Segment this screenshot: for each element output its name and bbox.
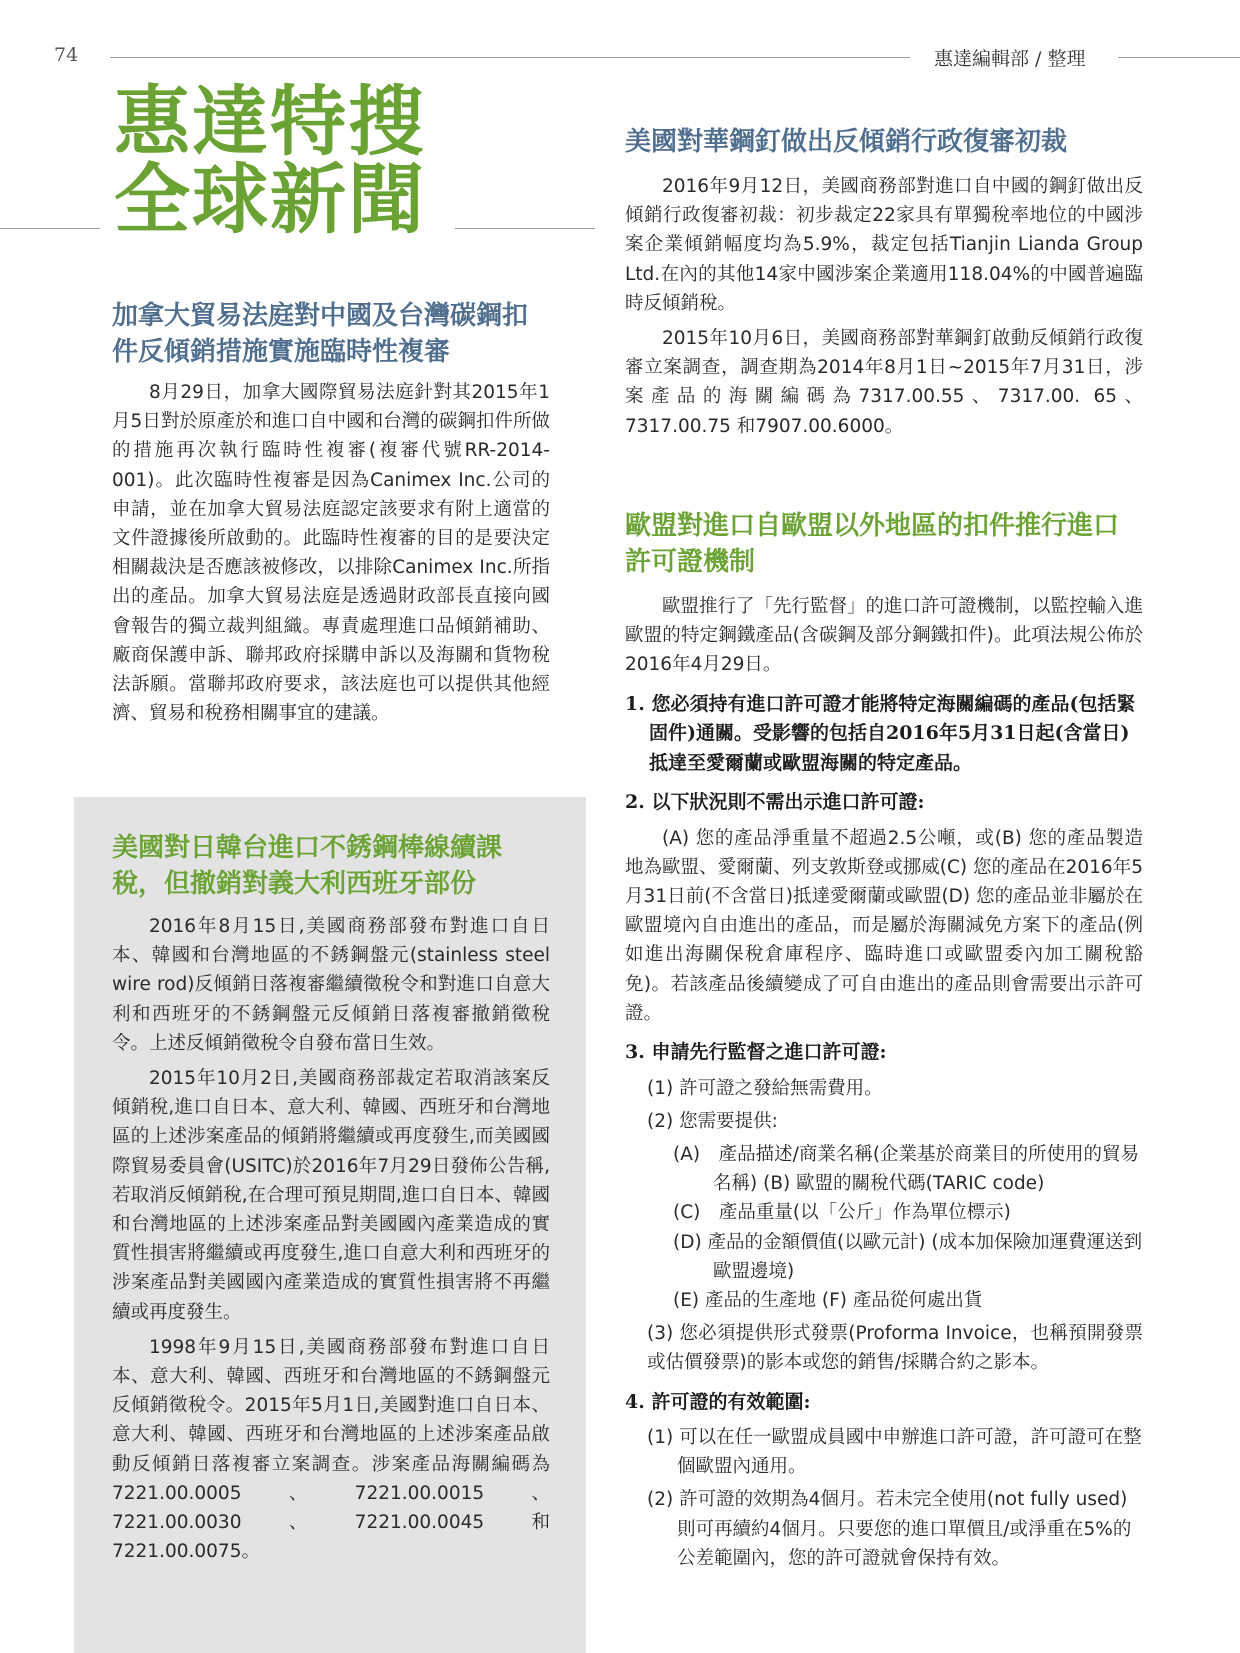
article-eu-license [625,508,1143,1577]
editor-credit: 惠達編輯部 / 整理 [934,48,1086,70]
header-rule-right [1118,57,1240,58]
article-paragraph: 8月29日，加拿大國際貿易法庭針對其2015年1月5日對於原產於和進口自中國和台灣的碳鋼扣件所做的措施再次執行臨時性複審(複審代號RR-2014-001)。此次臨時性複審是因為Canimex Inc.公司的申請，並在加拿大貿易法庭認定該要求有附上適當的文件證據後所啟動的。此臨時性複審的目的是要決定相關裁決是否應該被修改，以排除Canimex Inc.所指出的產品。加拿大貿易法庭是透過財政部長直接向國會報告的獨立裁判組織。專責處理進口品傾銷補助、廠商保護申訴、聯邦政府採購申訴以及海關和貨物稅法訴願。當聯邦政府要求，該法庭也可以提供其他經濟、貿易和稅務相關事宜的建議。 [112,382,550,725]
article-paragraph: 1998年9月15日,美國商務部發布對進口自日本、意大利、韓國、西班牙和台灣地區的不銹鋼盤元反傾銷徵稅令。2015年5月1日,美國對進口自日本、意大利、韓國、西班牙和台灣地區的上述涉案產品啟動反傾銷日落複審立案調查。涉案產品海關編碼為7221.00.0005、7221.00.0015、7221.00.0030、7221.00.0045和7221.00.0075。 [112,1336,550,1563]
sub-list-item: (C) 產品重量(以「公斤」作為單位標示) [673,1202,1011,1224]
article-paragraph: 2016年9月12日，美國商務部對進口自中國的鋼釘做出反傾銷行政復審初裁：初步裁定22家具有單獨稅率地位的中國涉案企業傾銷幅度均為5.9%，裁定包括Tianjin Lianda Group Ltd.在內的其他14家中國涉案企業適用118.04%的中國普遍臨時反傾銷稅。 [625,176,1143,314]
article-paragraph: (A) 您的產品淨重量不超過2.5公噸，或(B) 您的產品製造地為歐盟、愛爾蘭、列支敦斯登或挪威(C) 您的產品在2016年5月31日前(不含當日)抵達愛爾蘭或歐盟(D) 您的產品並非屬於在歐盟境內自由進出的產品，而是屬於海關減免方案下的產品(例如進出海關保稅倉庫程序、臨時進口或歐盟委內加工關稅豁免)。若該產品後續變成了可自由進出的產品則會需要出示許可證。 [625,827,1143,1024]
article-heading: 加拿大貿易法庭對中國及台灣碳鋼扣件反傾銷措施實施臨時性複審 [112,301,529,367]
article-paragraph: 2015年10月2日,美國商務部裁定若取消該案反傾銷稅,進口自日本、意大利、韓國、西班牙和台灣地區的上述涉案產品的傾銷將繼續或再度發生,而美國國際貿易委員會(USITC)於2016年7月29日發佈公告稱,若取消反傾銷稅,在合理可預見期間,進口自日本、韓國和台灣地區的上述涉案產品對美國國內產業造成的實質性損害將繼續或再度發生,進口自意大利和西班牙的涉案產品對美國國內產業造成的實質性損害將不再繼續或再度發生。 [112,1068,550,1323]
question-2: 2. 以下狀況則不需出示進口許可證: [625,791,925,814]
article-paragraph: 2016年8月15日,美國商務部發布對進口自日本、韓國和台灣地區的不銹鋼盤元(stainless steel wire rod)反傾銷日落複審繼續徵稅令和對進口自意大利和西班牙的不銹鋼盤元反傾銷日落複審撤銷徵稅令。上述反傾銷徵稅令自發布當日生效。 [112,916,550,1054]
sub-list-item: (D) 產品的金額價值(以歐元計) (成本加保險加運費運送到歐盟邊境) [673,1231,1143,1282]
masthead-line1: 惠達特搜 [114,77,426,166]
masthead-rule-left [0,228,100,229]
article-heading: 美國對日韓台進口不銹鋼棒線續課稅，但撤銷對義大利西班牙部份 [112,833,503,899]
article-us-stainless [112,830,550,1572]
list-item: (2) 您需要提供: [647,1110,778,1132]
page-number: 74 [54,44,79,66]
question-1: 1. 您必須持有進口許可證才能將特定海關編碼的產品(包括緊固件)通關。受影響的包括自2016年5月31日起(含當日)抵達至愛爾蘭或歐盟海關的特定產品。 [625,692,1136,774]
masthead-rule-right [455,228,595,229]
sub-list-item: (A) 產品描述/商業名稱(企業基於商業目的所使用的貿易名稱) (B) 歐盟的關稅代碼(TARIC code) [673,1143,1140,1195]
article-paragraph: 2015年10月6日，美國商務部對華鋼釘啟動反傾銷行政復審立案調查，調查期為2014年8月1日~2015年7月31日，涉案產品的海關編碼為7317.00.55、7317.00. 65、7317.00.75 和7907.00.6000。 [625,328,1143,437]
sub-list-item: (E) 產品的生產地 (F) 產品從何處出貨 [673,1289,983,1311]
list-item: (2) 許可證的效期為4個月。若未完全使用(not fully used)則可再續約4個月。只要您的進口單價且/或淨重在5%的公差範圍內，您的許可證就會保持有效。 [647,1489,1132,1569]
masthead-line2: 全球新聞 [114,155,426,244]
question-4: 4. 許可證的有效範圍: [625,1390,811,1413]
article-heading: 歐盟對進口自歐盟以外地區的扣件推行進口許可證機制 [625,511,1120,577]
list-item: (1) 許可證之發給無需費用。 [647,1077,883,1099]
article-paragraph: (3) 您必須提供形式發票(Proforma Invoice，也稱預開發票或估價發票)的影本或您的銷售/採購合約之影本。 [647,1323,1143,1374]
article-paragraph: 歐盟推行了「先行監督」的進口許可證機制，以監控輸入進歐盟的特定鋼鐵產品(含碳鋼及部分鋼鐵扣件)。此項法規公佈於2016年4月29日。 [625,596,1144,676]
article-heading: 美國對華鋼釘做出反傾銷行政復審初裁 [625,127,1068,157]
article-canada [112,298,550,734]
header-rule-left [110,57,910,58]
question-3: 3. 申請先行監督之進口許可證: [625,1041,887,1064]
article-us-nails [625,124,1143,447]
list-item: (1) 可以在任一歐盟成員國中申辦進口許可證，許可證可在整個歐盟內通用。 [647,1427,1142,1478]
